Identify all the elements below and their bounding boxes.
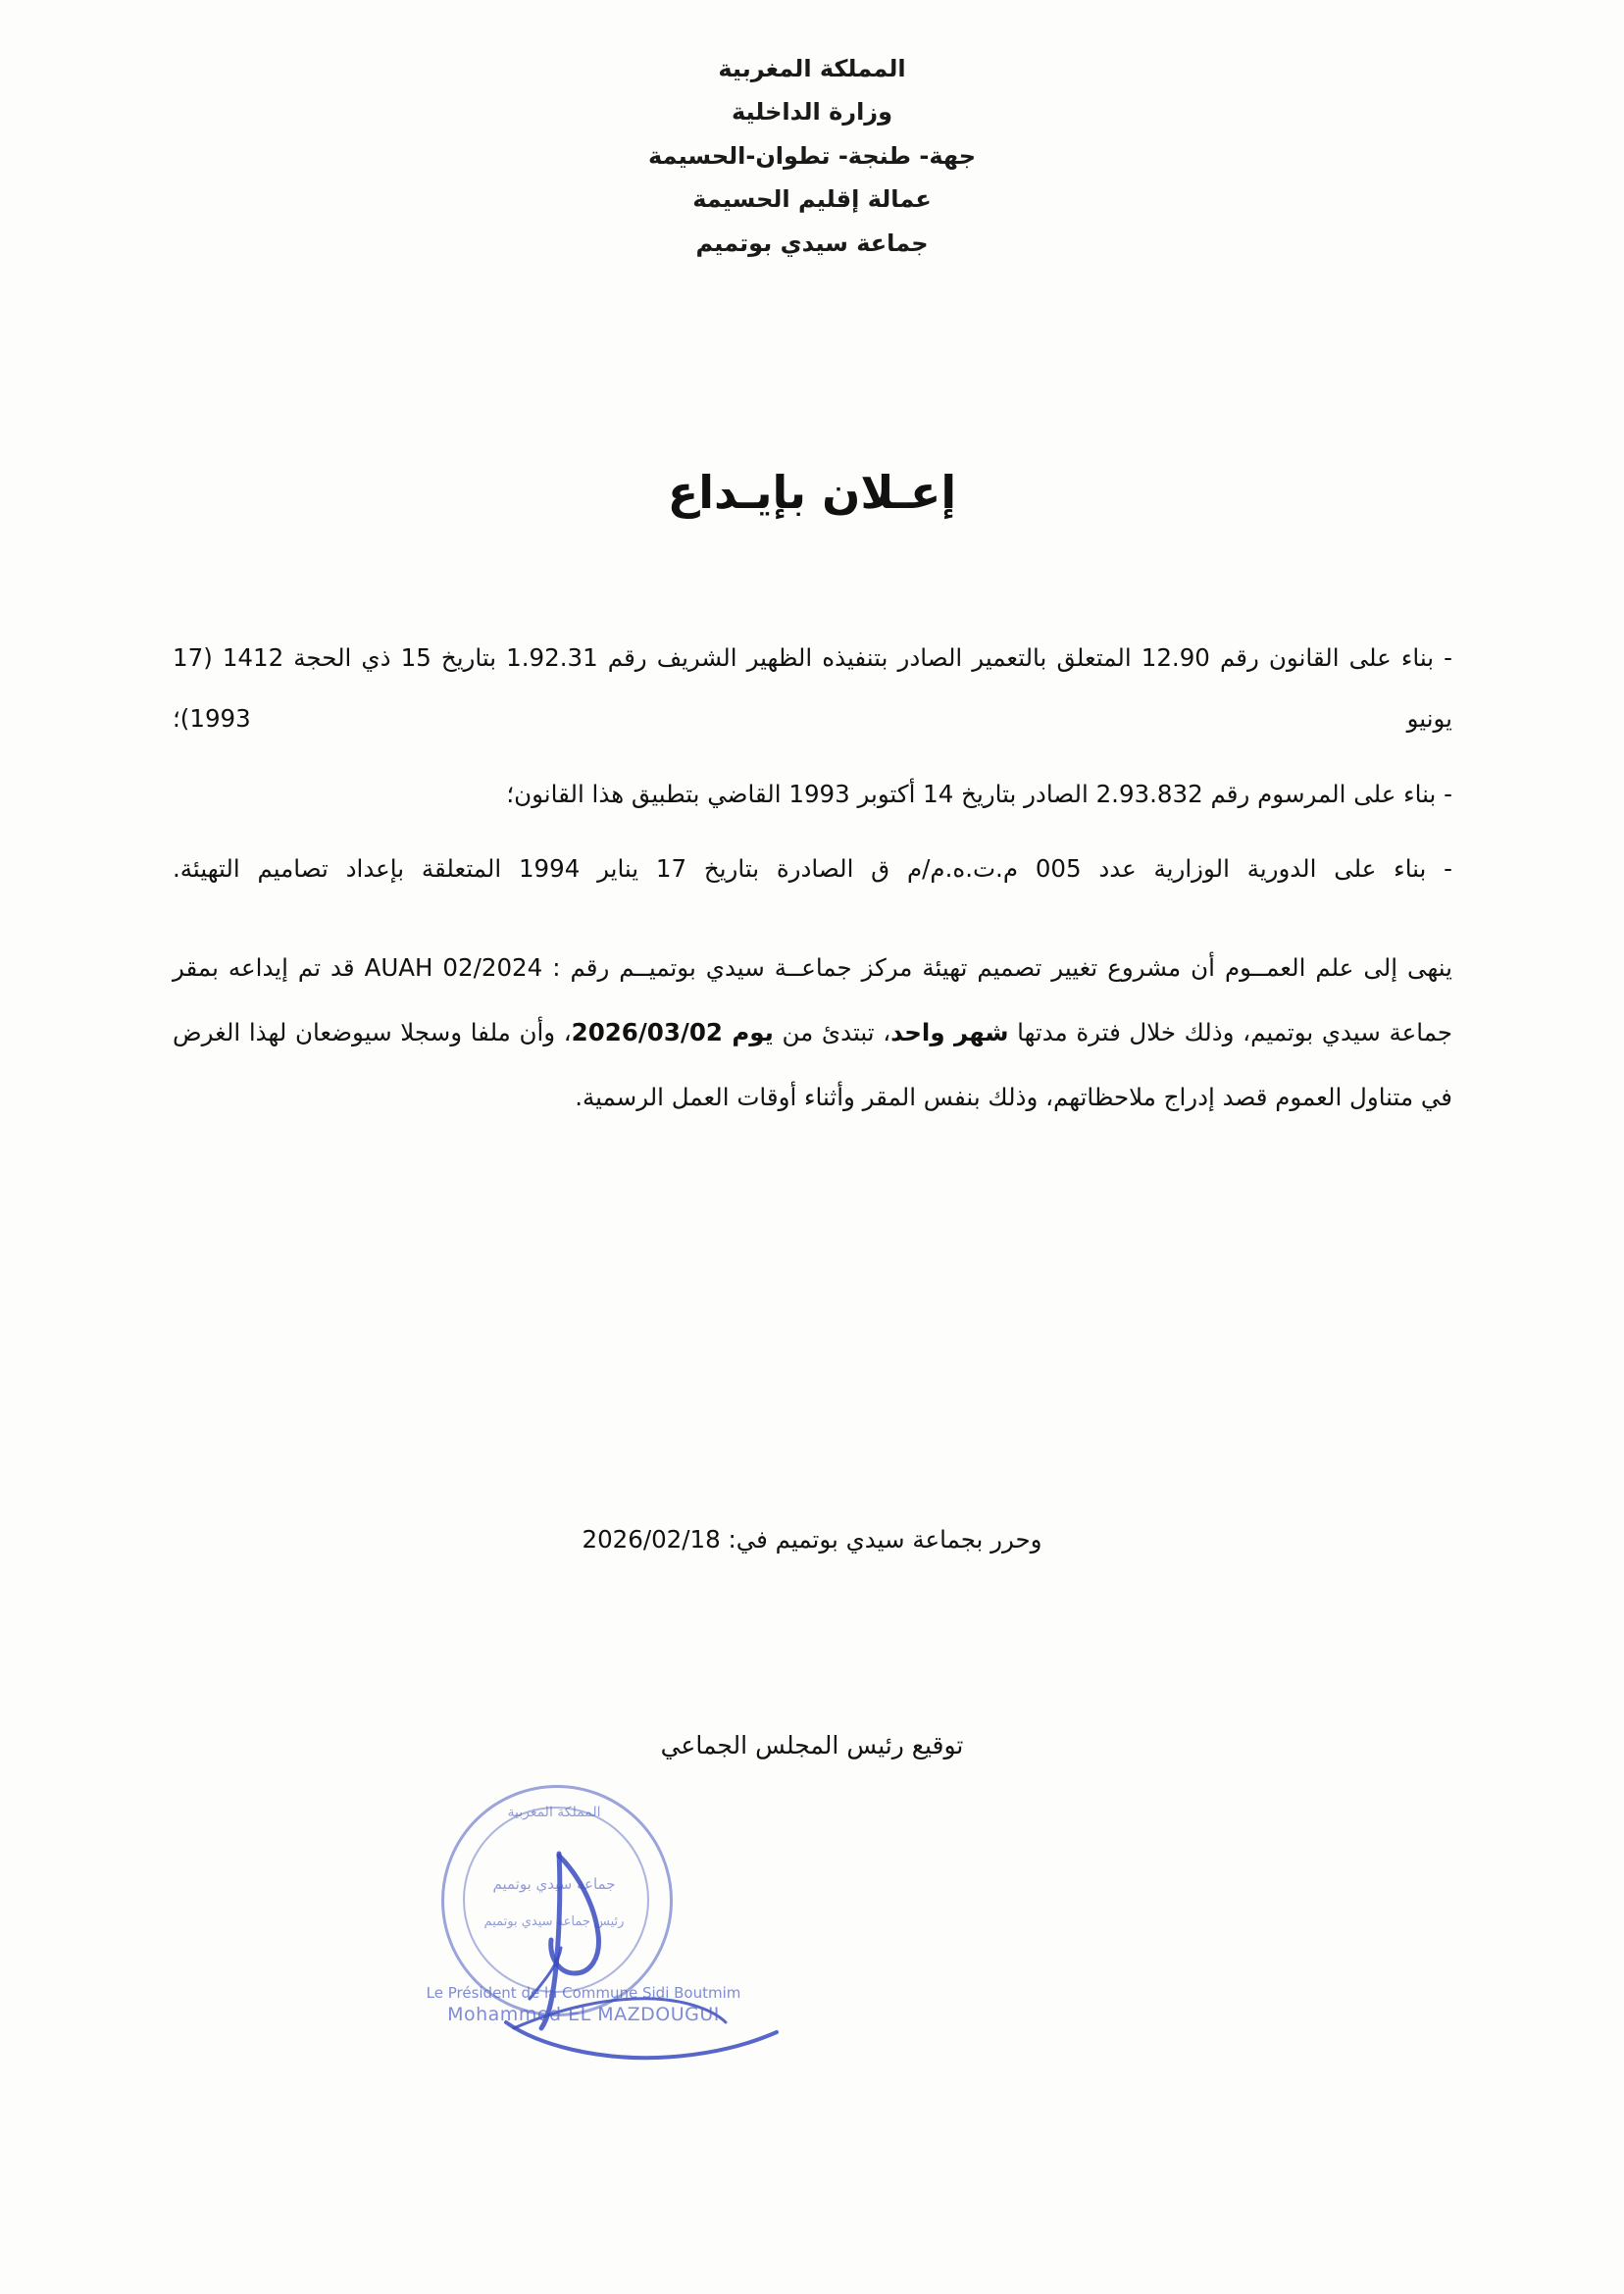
stamp-text-kingdom: المملكة المغربية — [507, 1805, 601, 1820]
header-line-commune: جماعة سيدي بوتميم — [695, 229, 929, 257]
announcement-text-2: ، تبتدئ من — [773, 1018, 891, 1047]
stamp-text-french — [422, 1983, 745, 2028]
page-title: إعـلان بإيـداع — [667, 466, 957, 519]
header-line-kingdom: المملكة المغربية — [718, 55, 906, 82]
announcement-paragraph — [173, 936, 1452, 1130]
closing-place-date: وحرر بجماعة سيدي بوتميم في: 2026/02/18 — [582, 1525, 1042, 1554]
stamp-text-role-ar: رئيس جماعة سيدي بوتميم — [483, 1914, 625, 1929]
header-lines — [292, 47, 1332, 265]
stamp-name-fr: Mohammed EL MAZDOUGUI — [447, 2004, 720, 2026]
header-line-province: عمالة إقليم الحسيمة — [692, 185, 932, 214]
stamp-outer-circle — [441, 1785, 673, 2016]
official-stamp — [412, 1765, 883, 2089]
handwritten-signature — [412, 1765, 883, 2089]
announcement-start-date: يوم 2026/03/02 — [571, 1018, 774, 1047]
document-body — [173, 628, 1452, 1154]
announcement-text-1: ينهى إلى علم العمــوم أن مشروع تغيير تصميم تهيئة مركز جماعــة سيدي بوتميــم رقم : AUAH 02/2024 قد تم إيداعه بمقر جماعة سيدي بوتميم، وذلك خلال فترة مدتها — [173, 952, 1453, 1047]
document-header — [0, 47, 1624, 265]
legal-clause-2: - بناء على المرسوم رقم 2.93.832 الصادر بتاريخ 14 أكتوبر 1993 القاضي بتطبيق هذا القانون؛ — [506, 779, 1452, 808]
stamp-role-fr: Le Président de la Commune Sidi Boutmim — [426, 1984, 741, 2002]
legal-clause-1: - بناء على القانون رقم 12.90 المتعلق بالتعمير الصادر بتنفيذه الظهير الشريف رقم 1.92.31 بتاريخ 15 ذي الحجة 1412 (17 يونيو 1993)؛ — [173, 643, 1452, 734]
signature-label: توقيع رئيس المجلس الجماعي — [660, 1731, 964, 1759]
announcement-duration: شهر واحد — [890, 1018, 1009, 1047]
header-line-region: جهة- طنجة- تطوان-الحسيمة — [647, 141, 977, 170]
legal-clause-3: - بناء على الدورية الوزارية عدد 005 م.ت.ه.م/م ق الصادرة بتاريخ 17 يناير 1994 المتعلقة بإعداد تصاميم التهيئة. — [173, 854, 1453, 884]
announcement-text-3: ، وأن ملفا وسجلا سيوضعان لهذا الغرض في متناول العموم قصد إدراج ملاحظاتهم، وذلك بنفس المقر وأثناء أوقات العمل الرسمية. — [173, 1018, 1452, 1112]
header-line-ministry: وزارة الداخلية — [731, 98, 893, 127]
stamp-text-commune: جماعة سيدي بوتميم — [492, 1875, 616, 1893]
stamp-inner-circle — [463, 1807, 649, 1993]
